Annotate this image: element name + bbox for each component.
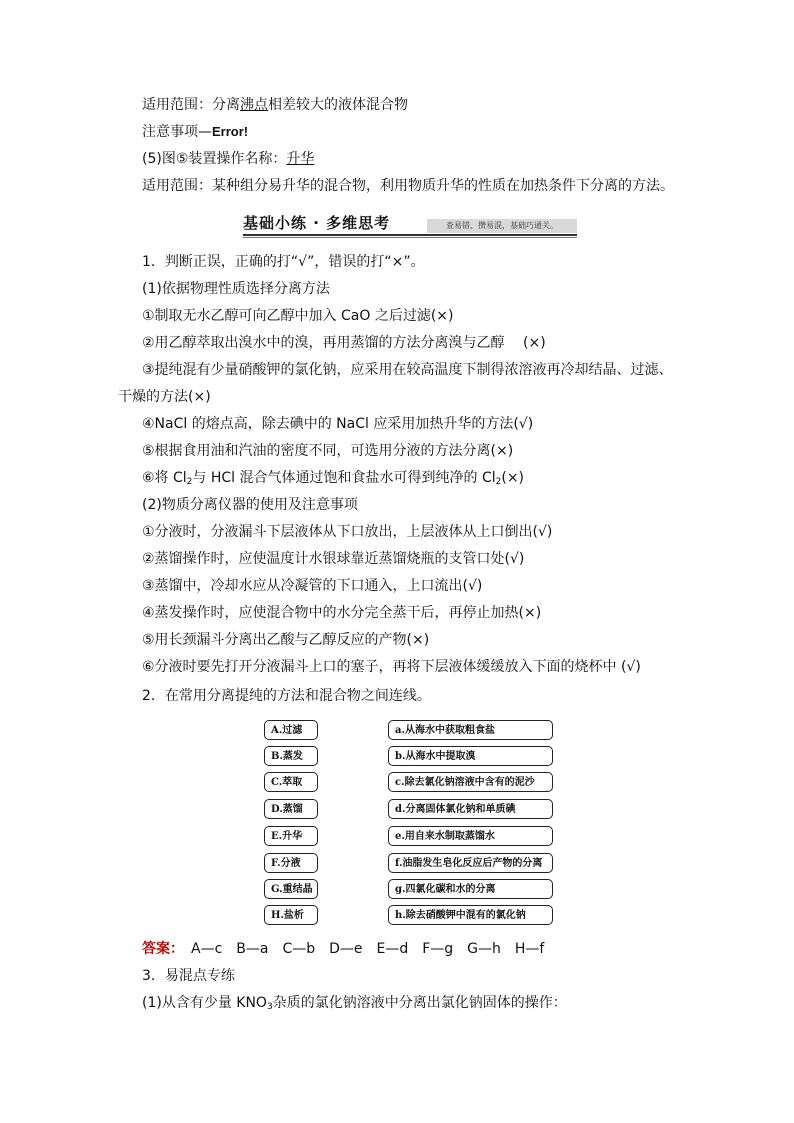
q1-item: ⑤根据食用油和汽油的密度不同，可选用分液的方法分离(×) bbox=[142, 443, 514, 459]
q3-item: (1)从含有少量 $KNO_3$杂质的氯化钠溶液中分离出氯化钠固体的操作： bbox=[142, 995, 567, 1012]
method-box: G.重结晶 bbox=[264, 879, 318, 899]
q1-item-continued: 干燥的方法(×) bbox=[118, 389, 211, 405]
method-box: F.分液 bbox=[264, 853, 318, 873]
banner-rule-thin bbox=[243, 237, 577, 238]
q1-item: ③提纯混有少量硝酸钾的氯化钠，应采用在较高温度下制得浓溶液再冷却结晶、过滤、 bbox=[142, 362, 673, 378]
q3-stem: 3．易混点专练 bbox=[142, 968, 235, 984]
method-box: C.萃取 bbox=[264, 772, 318, 792]
mixture-box: d.分离固体氯化钠和单质碘 bbox=[388, 799, 553, 819]
q2-answer bbox=[142, 939, 544, 959]
error-reference: Error! bbox=[212, 124, 249, 139]
mixture-box: e.用自来水制取蒸馏水 bbox=[388, 826, 553, 846]
section-tagline: 查易错、攒易混，基础巧通关。 bbox=[427, 219, 577, 233]
notes-line: 注意事项—Error! bbox=[142, 124, 249, 140]
q1-part2-title: (2)物质分离仪器的使用及注意事项 bbox=[142, 497, 358, 513]
q1-item: ⑥分液时要先打开分液漏斗上口的塞子，再将下层液体缓缓放入下面的烧杯中 (√) bbox=[142, 659, 641, 675]
mixture-box: g.四氯化碳和水的分离 bbox=[388, 879, 553, 899]
mixture-box: b.从海水中提取溴 bbox=[388, 746, 553, 766]
q1-item: ④蒸发操作时，应使混合物中的水分完全蒸干后，再停止加热(×) bbox=[142, 605, 542, 621]
scope-line-1: 适用范围：分离沸点相差较大的液体混合物 bbox=[142, 97, 408, 113]
section-banner bbox=[243, 210, 577, 236]
method-box: D.蒸馏 bbox=[264, 799, 318, 819]
q1-item: ⑥将 $Cl_2$与 HCl 混合气体通过饱和食盐水可得到纯净的 $Cl_2(\times)$ bbox=[142, 470, 525, 487]
answer-text: A—c B—a C—b D—e E—d F—g G—h H—f bbox=[191, 941, 545, 957]
q2-stem: 2．在常用分离提纯的方法和混合物之间连线。 bbox=[142, 688, 431, 704]
mixture-box: h.除去硝酸钾中混有的氯化钠 bbox=[388, 905, 553, 925]
mixture-box: f.油脂发生皂化反应后产物的分离 bbox=[388, 853, 553, 873]
q1-stem: 1．判断正误，正确的打“√”，错误的打“×”。 bbox=[142, 254, 425, 270]
q1-item: ③蒸馏中，冷却水应从冷凝管的下口通入，上口流出(√) bbox=[142, 578, 483, 594]
section-title: 基础小练 · 多维思考 bbox=[243, 214, 391, 232]
q1-item: ④NaCl 的熔点高，除去碘中的 NaCl 应采用加热升华的方法(√) bbox=[142, 416, 534, 432]
method-box: A.过滤 bbox=[264, 720, 318, 740]
method-box: B.蒸发 bbox=[264, 746, 318, 766]
q1-item: ②蒸馏操作时，应使温度计水银球靠近蒸馏烧瓶的支管口处(√) bbox=[142, 551, 525, 567]
q1-part1-title: (1)依据物理性质选择分离方法 bbox=[142, 281, 330, 297]
keyword-sublimation: 升华 bbox=[286, 151, 315, 167]
keyword-boiling-point: 沸点 bbox=[240, 97, 268, 113]
banner-rule bbox=[243, 234, 577, 236]
q1-item: ①分液时，分液漏斗下层液体从下口放出，上层液体从上口倒出(√) bbox=[142, 524, 553, 540]
mixture-box: c.除去氯化钠溶液中含有的泥沙 bbox=[388, 772, 553, 792]
answer-label: 答案： bbox=[142, 941, 177, 957]
item-5-line: (5)图⑤装置操作名称：升华 bbox=[142, 151, 315, 167]
q1-item: ①制取无水乙醇可向乙醇中加入 CaO 之后过滤(×) bbox=[142, 308, 454, 324]
scope-line-2: 适用范围：某种组分易升华的混合物，利用物质升华的性质在加热条件下分离的方法。 bbox=[142, 178, 674, 194]
method-box: E.升华 bbox=[264, 826, 318, 846]
q1-item: ②用乙醇萃取出溴水中的溴，再用蒸馏的方法分离溴与乙醇 (×) bbox=[142, 335, 546, 351]
q1-item: ⑤用长颈漏斗分离出乙酸与乙醇反应的产物(×) bbox=[142, 632, 430, 648]
method-box: H.盐析 bbox=[264, 905, 318, 925]
mixture-box: a.从海水中获取粗食盐 bbox=[388, 720, 553, 740]
